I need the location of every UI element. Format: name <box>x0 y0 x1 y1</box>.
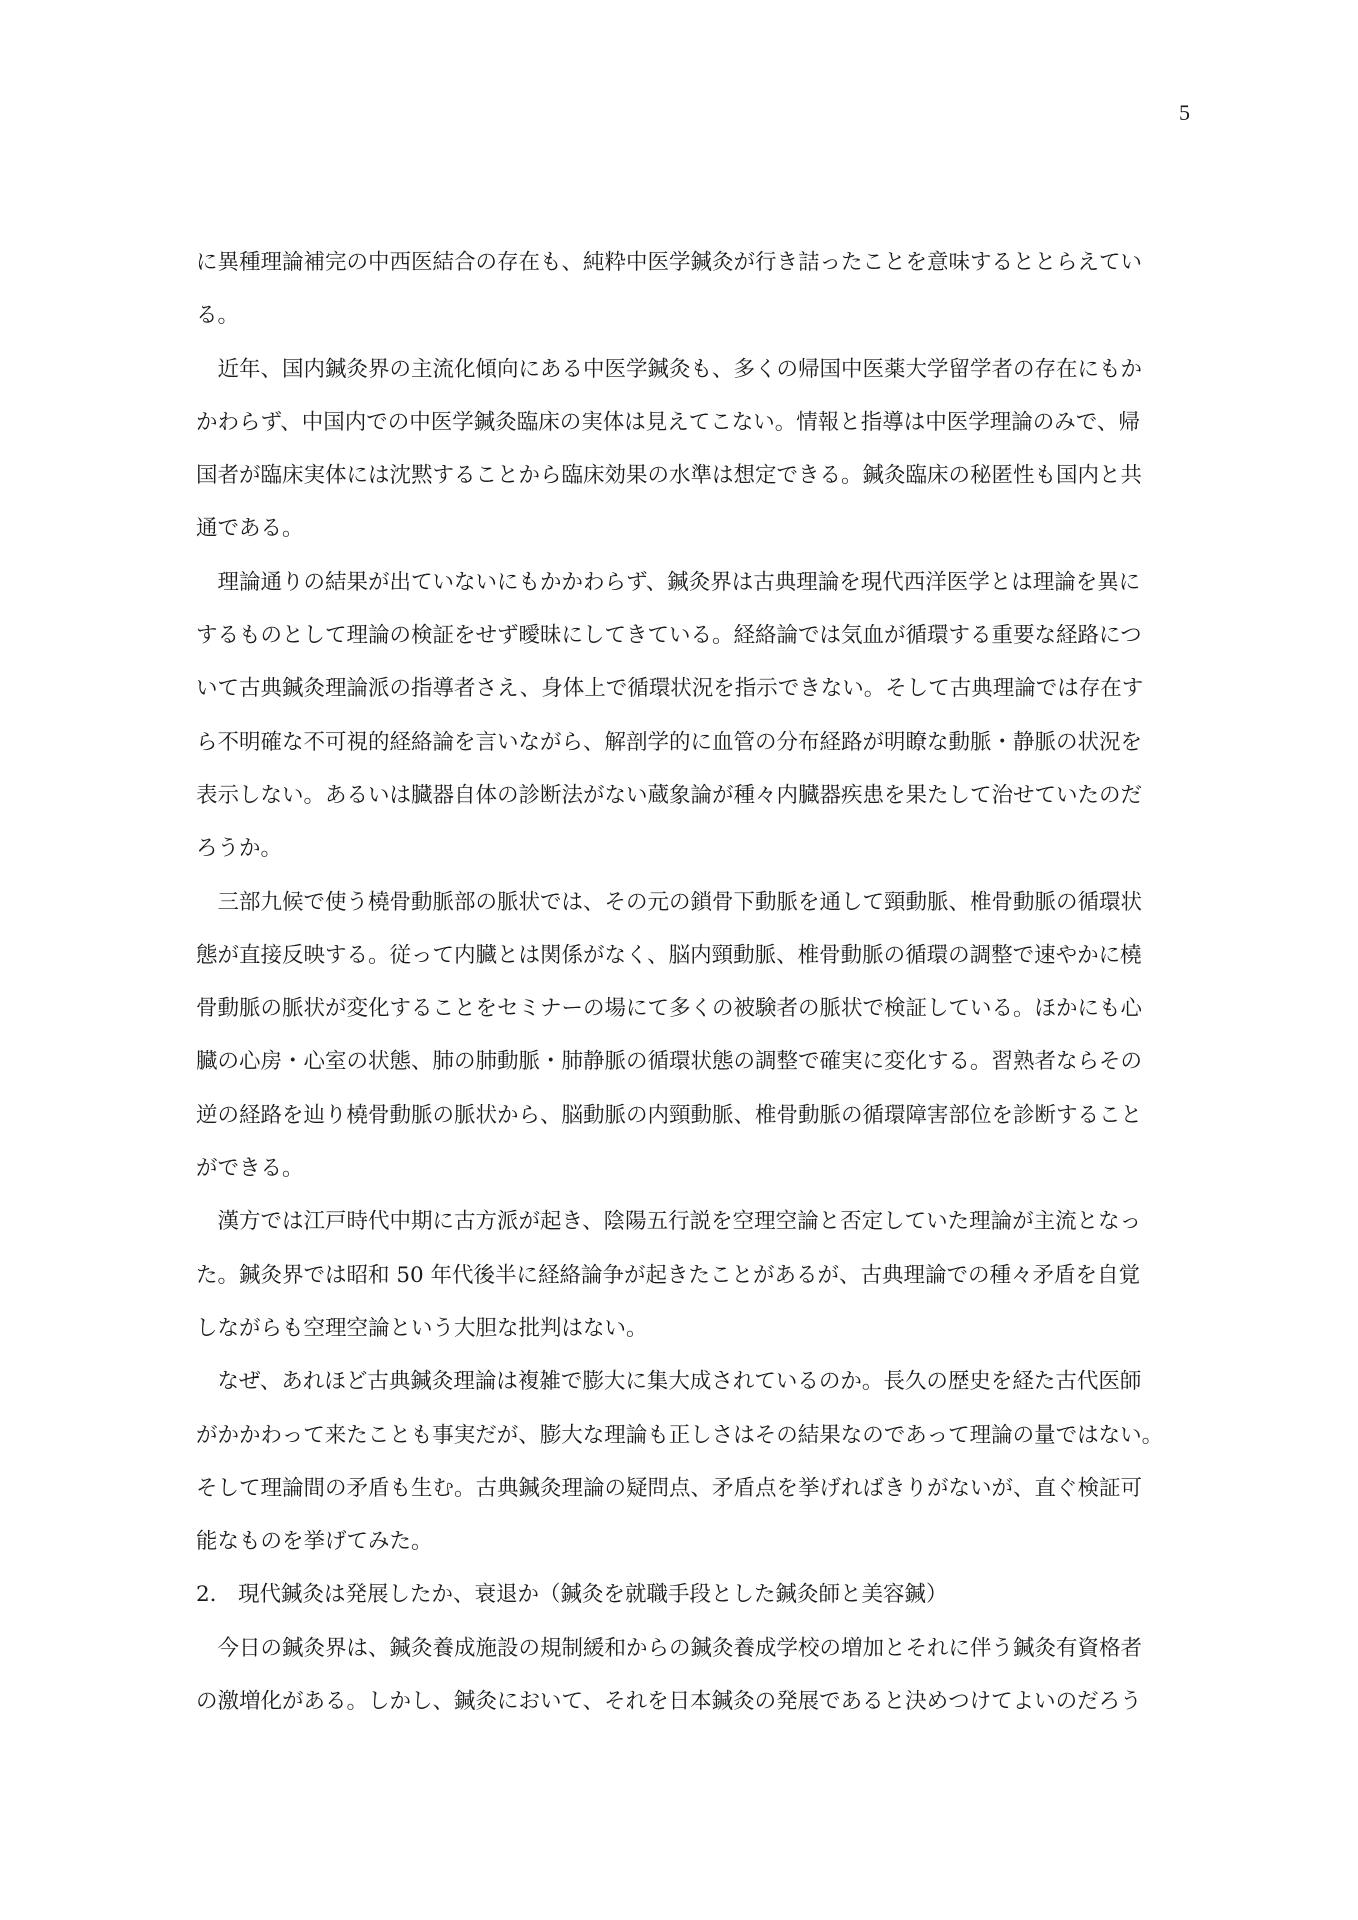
text-line: 通である。 <box>196 516 304 542</box>
text-line: 態が直接反映する。従って内臓とは関係がなく、脳内頸動脈、椎骨動脈の循環の調整で速やかに橈 <box>196 942 1142 968</box>
text-line: ろうか。 <box>196 836 283 862</box>
text-line: しながらも空理空論という大胆な批判はない。 <box>196 1315 648 1341</box>
text-line: 国者が臨床実体には沈黙することから臨床効果の水準は想定できる。鍼灸臨床の秘匿性も国内と共 <box>196 463 1143 489</box>
text-line: 理論通りの結果が出ていないにもかかわらず、鍼灸界は古典理論を現代西洋医学とは理論を異に <box>196 569 1141 595</box>
text-line: 臓の心房・心室の状態、肺の肺動脈・肺静脈の循環状態の調整で確実に変化する。習熟者ならその <box>196 1049 1143 1075</box>
text-line: ができる。 <box>196 1156 304 1182</box>
text-line: するものとして理論の検証をせず曖昧にしてきている。経絡論では気血が循環する重要な経路につ <box>196 623 1142 649</box>
text-line: 漢方では江戸時代中期に古方派が起き、陰陽五行説を空理空論と否定していた理論が主流となっ <box>196 1209 1142 1235</box>
text-line: ら不明確な不可視的経絡論を言いながら、解剖学的に血管の分布経路が明瞭な動脈・静脈の状況を <box>196 729 1143 755</box>
text-line: 近年、国内鍼灸界の主流化傾向にある中医学鍼灸も、多くの帰国中医薬大学留学者の存在にもか <box>196 356 1143 382</box>
section-heading: 2. 現代鍼灸は発展したか、衰退か（鍼灸を就職手段とした鍼灸師と美容鍼） <box>196 1582 948 1608</box>
page-number: 5 <box>1179 100 1190 125</box>
text-line: 骨動脈の脈状が変化することをセミナーの場にて多くの被験者の脈状で検証している。ほかにも心 <box>196 996 1143 1022</box>
text-line: た。鍼灸界では昭和 50 年代後半に経絡論争が起きたことがあるが、古典理論での種々矛盾を自覚 <box>196 1262 1141 1288</box>
text-line: がかかわって来たことも事実だが、膨大な理論も正しさはその結果なのであって理論の量ではない。 <box>196 1422 1164 1448</box>
text-line: 三部九候で使う橈骨動脈部の脈状では、その元の鎖骨下動脈を通して頸動脈、椎骨動脈の循環状 <box>196 889 1143 915</box>
text-line: 逆の経路を辿り橈骨動脈の脈状から、脳動脈の内頸動脈、椎骨動脈の循環障害部位を診断すること <box>196 1102 1143 1128</box>
body-text <box>196 236 1186 1728</box>
text-line: の激増化がある。しかし、鍼灸において、それを日本鍼灸の発展であると決めつけてよいのだろう <box>196 1689 1142 1715</box>
text-line: なぜ、あれほど古典鍼灸理論は複雑で膨大に集大成されているのか。長久の歴史を経た古代医師 <box>196 1369 1142 1395</box>
text-line: 今日の鍼灸界は、鍼灸養成施設の規制緩和からの鍼灸養成学校の増加とそれに伴う鍼灸有資格者 <box>196 1635 1143 1661</box>
text-line: かわらず、中国内での中医学鍼灸臨床の実体は見えてこない。情報と指導は中医学理論のみで、帰 <box>196 409 1140 435</box>
text-line: る。 <box>196 303 240 329</box>
text-line: 表示しない。あるいは臓器自体の診断法がない蔵象論が種々内臓器疾患を果たして治せていたのだ <box>196 782 1143 808</box>
text-line: いて古典鍼灸理論派の指導者さえ、身体上で循環状況を指示できない。そして古典理論では存在す <box>196 676 1144 702</box>
text-line: 能なものを挙げてみた。 <box>196 1529 433 1555</box>
text-line: に異種理論補完の中西医結合の存在も、純粋中医学鍼灸が行き詰ったことを意味するととらえてい <box>196 250 1143 275</box>
text-line: そして理論間の矛盾も生む。古典鍼灸理論の疑問点、矛盾点を挙げればきりがないが、直ぐ検証可 <box>196 1475 1143 1501</box>
